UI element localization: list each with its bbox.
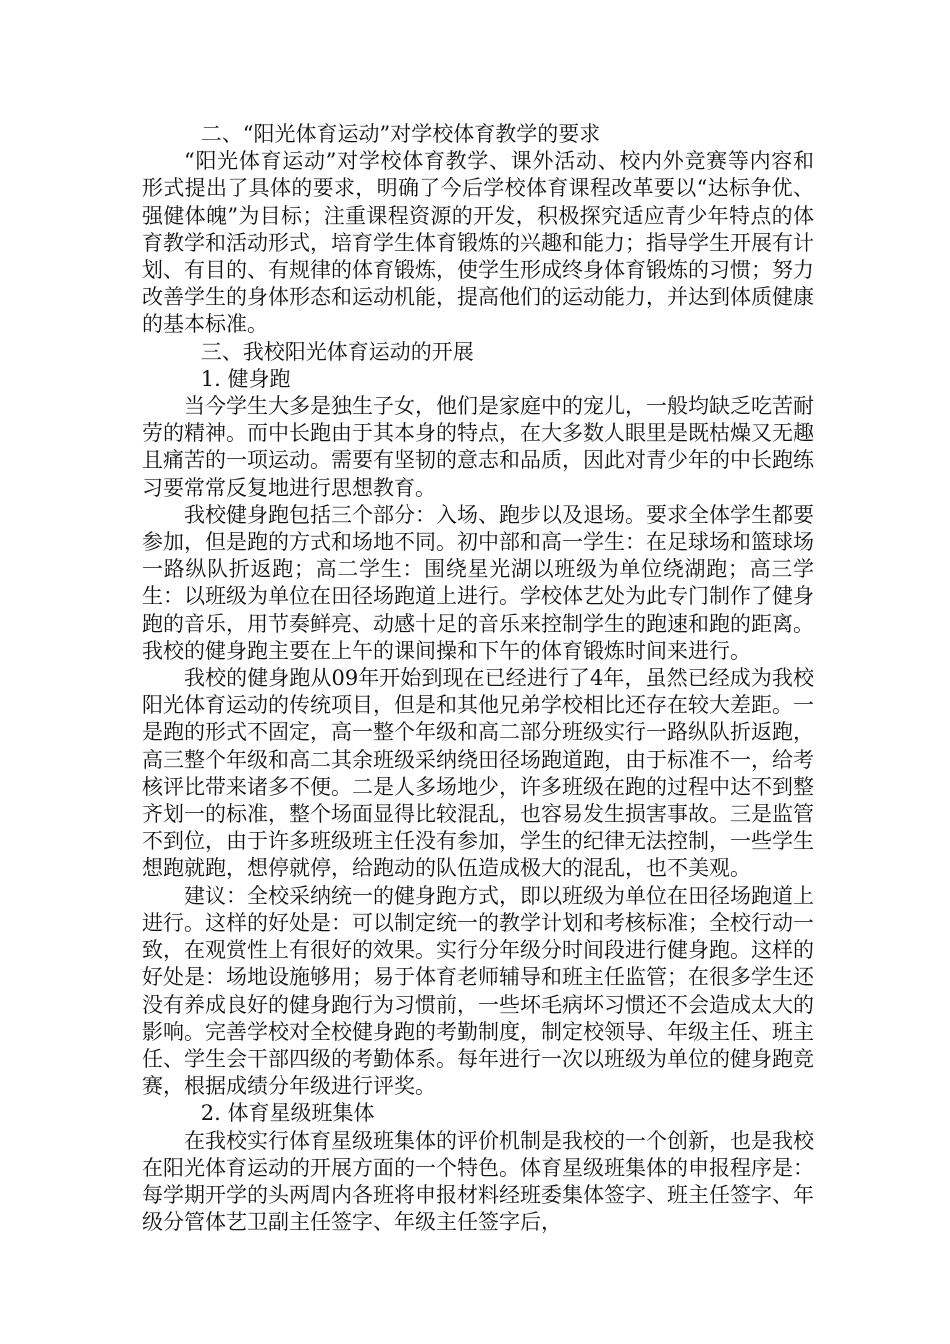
subsection1-paragraph-1: 当今学生大多是独生子女，他们是家庭中的宠儿，一般均缺乏吃苦耐劳的精神。而中长跑由于其本身的特点，在大多数人眼里是既枯燥又无趣且痛苦的一项运动。需要有坚韧的意志和品质，因此对青少年的中长跑练习要常常反复地进行思想教育。 <box>142 394 814 500</box>
subsection1-paragraph-4: 建议：全校采纳统一的健身跑方式，即以班级为单位在田径场跑道上进行。这样的好处是：可以制定统一的教学计划和考核标准；全校行动一致，在观赏性上有很好的效果。实行分年级分时间段进行健身跑。这样的好处是：场地设施够用；易于体育老师辅导和班主任监管；在很多学生还没有养成良好的健身跑行为习惯前，一些坏毛病坏习惯还不会造成太大的影响。完善学校对全校健身跑的考勤制度，制定校领导、年级主任、班主任、学生会干部四级的考勤体系。每年进行一次以班级为单位的健身跑竞赛，根据成绩分年级进行评奖。 <box>142 883 814 1099</box>
section3-heading: 三、我校阳光体育运动的开展 <box>200 339 474 364</box>
subsection1-paragraph-3: 我校的健身跑从09年开始到现在已经进行了4年，虽然已经成为我校阳光体育运动的传统项目，但是和其他兄弟学校相比还存在较大差距。一是跑的形式不固定，高一整个年级和高二部分班级实行一路纵队折返跑，高三整个年级和高二其余班级采纳绕田径场跑道跑，由于标准不一，给考核评比带来诸多不便。二是人多场地少，许多班级在跑的过程中达不到整齐划一的标准，整个场面显得比较混乱，也容易发生损害事故。三是监管不到位，由于许多班级班主任没有参加，学生的纪律无法控制，一些学生想跑就跑，想停就停，给跑动的队伍造成极大的混乱，也不美观。 <box>142 666 814 881</box>
section2-paragraph: “阳光体育运动”对学校体育教学、课外活动、校内外竞赛等内容和形式提出了具体的要求，明确了今后学校体育课程改革要以“达标争优、强健体魄”为目标；注重课程资源的开发，积极探究适应青少年特点的体育教学和活动形式，培育学生体育锻炼的兴趣和能力；指导学生开展有计划、有目的、有规律的体育锻炼，使学生形成终身体育锻炼的习惯；努力改善学生的身体形态和运动机能，提高他们的运动能力，并达到体质健康的基本标准。 <box>142 149 814 337</box>
subsection2-heading: 2. 体育星级班集体 <box>200 1101 375 1126</box>
document-page <box>142 121 814 1236</box>
subsection2-paragraph-1: 在我校实行体育星级班集体的评价机制是我校的一个创新，也是我校在阳光体育运动的开展方面的一个特色。体育星级班集体的申报程序是：每学期开学的头两周内各班将申报材料经班委集体签字、班主任签字、年级分管体艺卫副主任签字、年级主任签字后， <box>142 1128 814 1235</box>
subsection1-paragraph-2: 我校健身跑包括三个部分：入场、跑步以及退场。要求全体学生都要参加，但是跑的方式和场地不同。初中部和高一学生：在足球场和篮球场一路纵队折返跑；高二学生：围绕星光湖以班级为单位绕湖跑；高三学生：以班级为单位在田径场跑道上进行。学校体艺处为此专门制作了健身跑的音乐，用节奏鲜亮、动感十足的音乐来控制学生的跑速和跑的距离。我校的健身跑主要在上午的课间操和下午的体育锻炼时间来进行。 <box>142 502 814 663</box>
subsection1-heading: 1. 健身跑 <box>200 366 291 391</box>
section2-heading: 二、“阳光体育运动”对学校体育教学的要求 <box>200 122 601 146</box>
